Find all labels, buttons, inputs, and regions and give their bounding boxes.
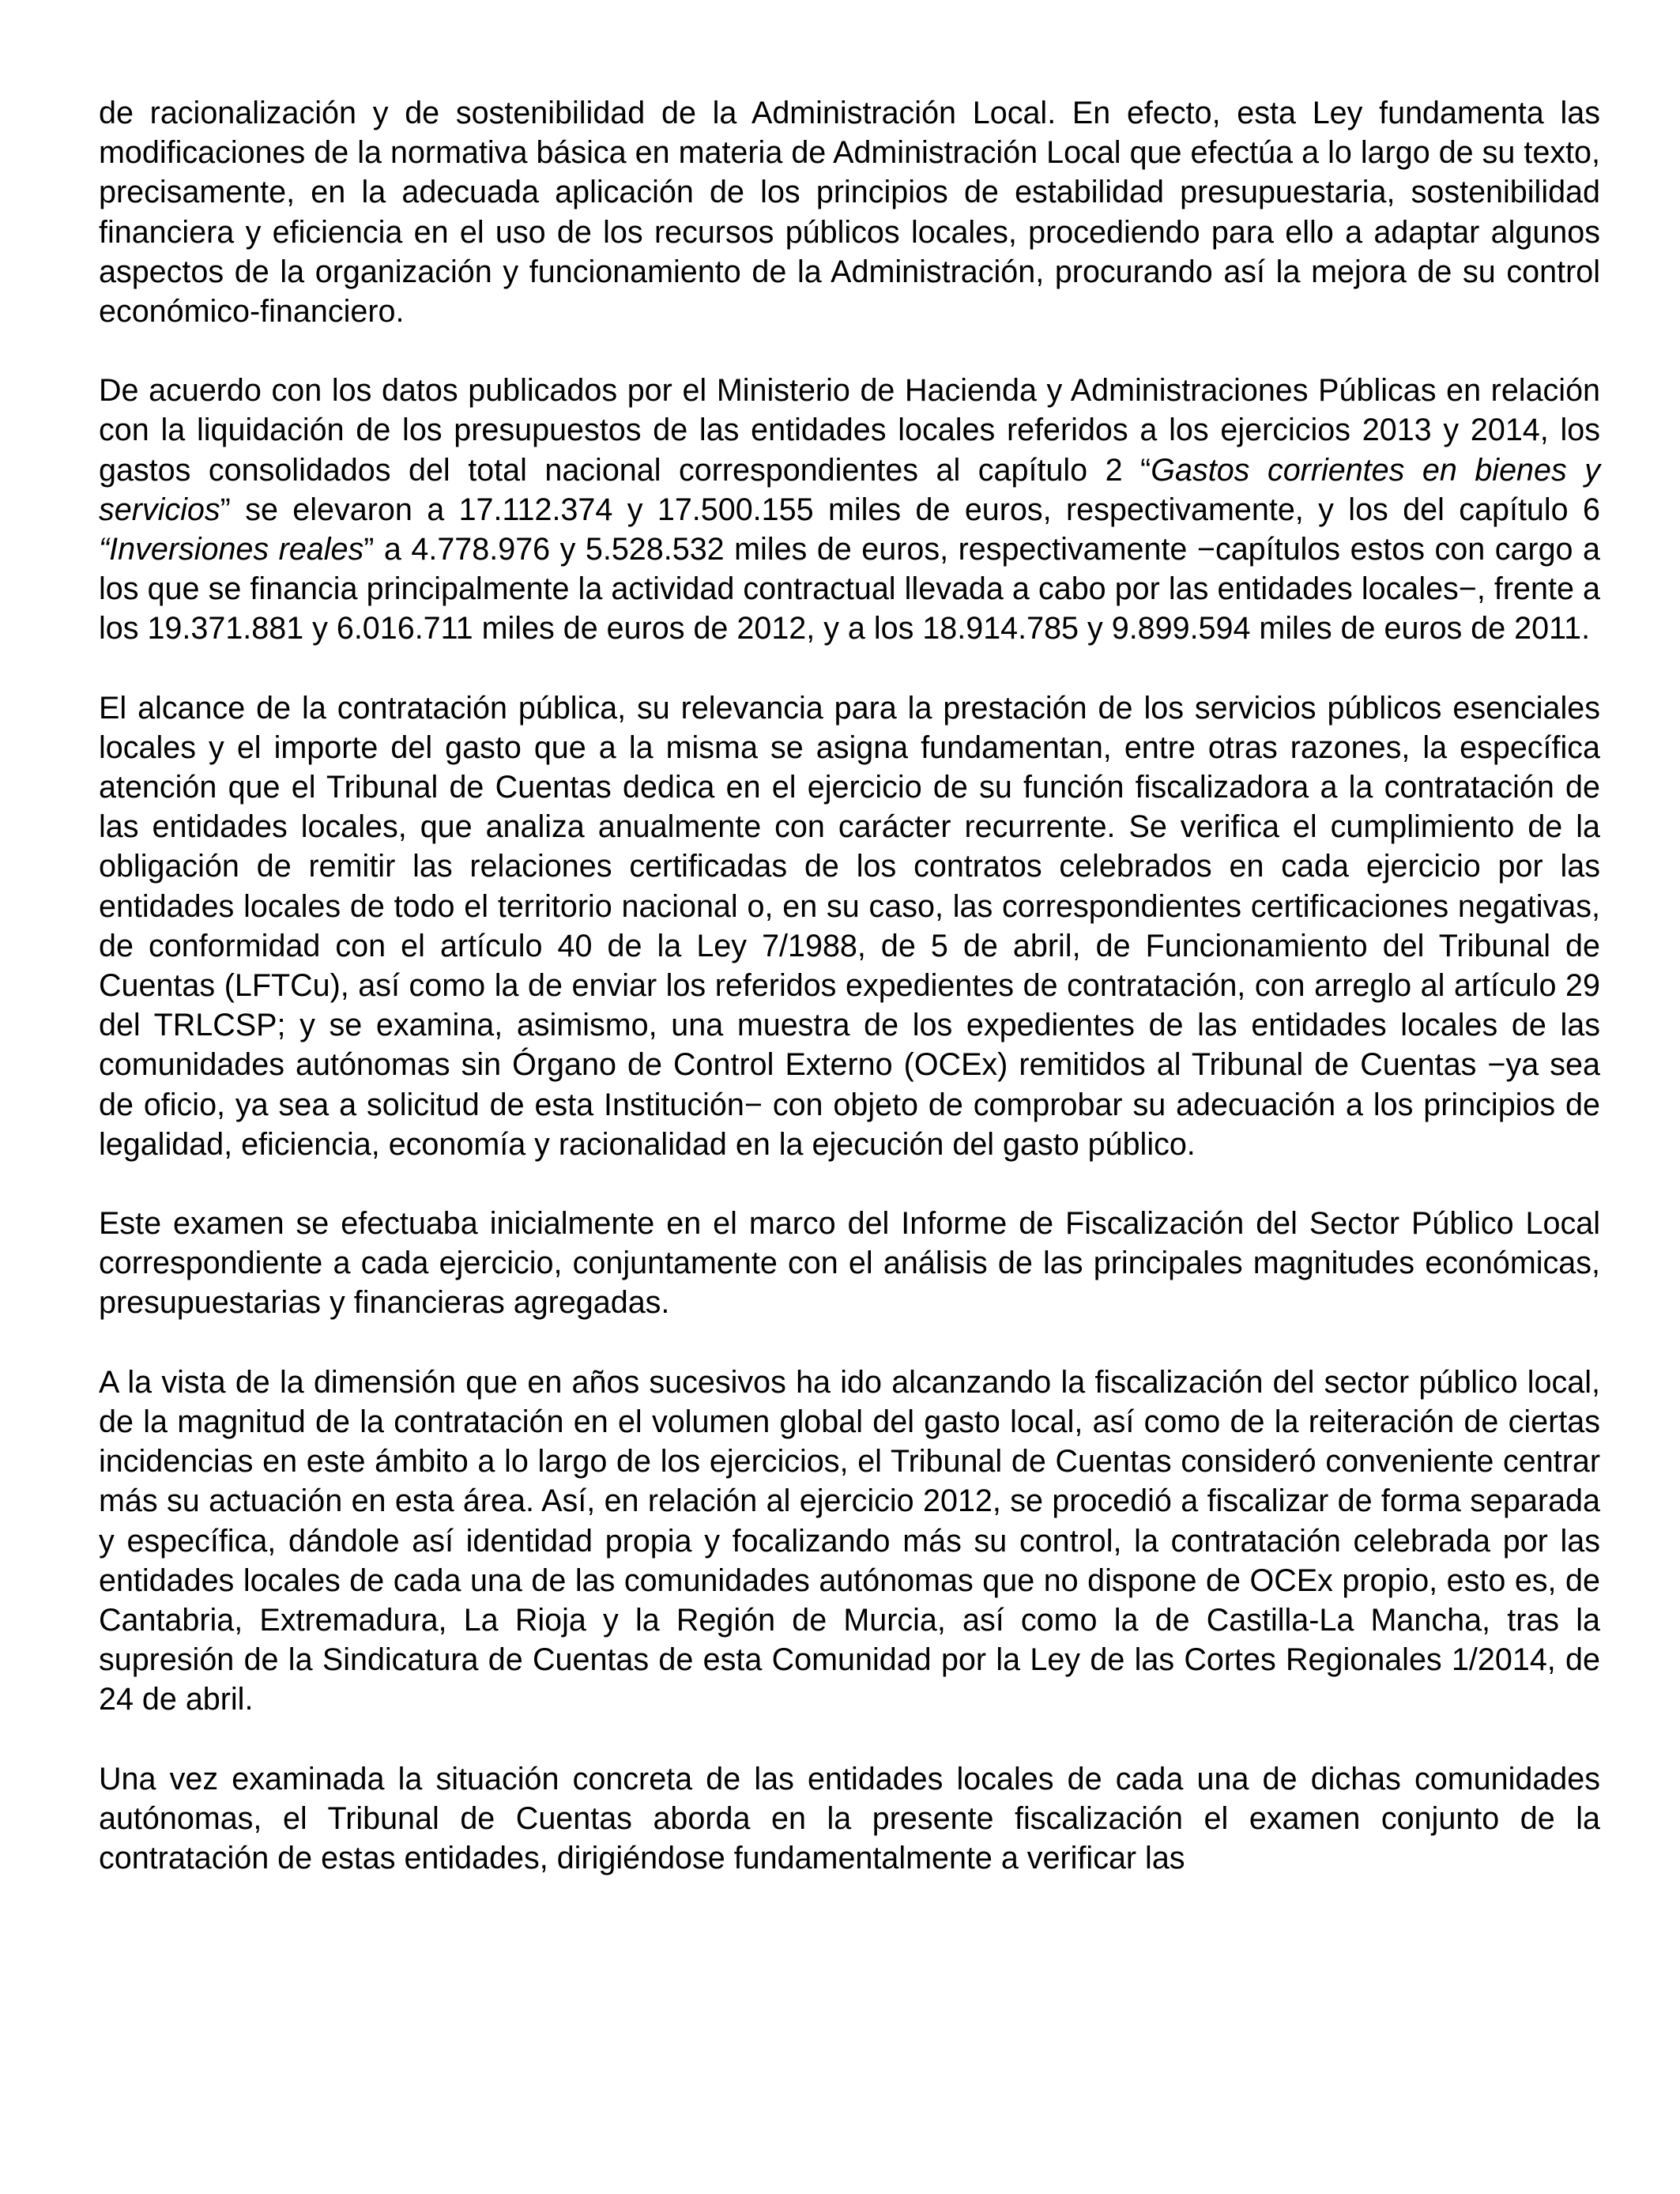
- paragraph-1-text: de racionalización y de sostenibilidad de la Administración Local. En efecto, esta Ley fundamenta las modificaciones de la normativa básica en materia de Administración Local que efectúa a lo largo de su texto, precisamente, en la adecuada aplicación de los principios de estabilidad presupuestaria, sostenibilidad financiera y eficiencia en el uso de los recursos públicos locales, procediendo para ello a adaptar algunos aspectos de la organización y funcionamiento de la Administración, procurando así la mejora de su control económico-financiero.: [99, 96, 1600, 330]
- paragraph-2: [99, 371, 1600, 648]
- paragraph-6: [99, 1759, 1600, 1879]
- paragraph-2-italic-gastos-corrientes: Gastos corrientes en bienes y servicios: [99, 452, 1600, 527]
- paragraph-2-text-c: ” a 4.778.976 y 5.528.532 miles de euros, respectivamente −capítulos estos con cargo a los que se financia principalmente la actividad contractual llevada a cabo por las entidades locales−, frente a los 19.371.881 y 6.016.711 miles de euros de 2012, y a los 18.914.785 y 9.899.594 miles de euros de 2011.: [99, 532, 1600, 647]
- paragraph-2-text-a: De acuerdo con los datos publicados por el Ministerio de Hacienda y Administraciones Públicas en relación con la liquidación de los presupuestos de las entidades locales referidos a los ejercicios 2013 y 2014, los gastos consolidados del total nacional correspondientes al capítulo 2 “: [99, 373, 1600, 488]
- paragraph-2-italic-inversiones-reales: “Inversiones reales: [99, 532, 364, 567]
- paragraph-4: [99, 1204, 1600, 1323]
- paragraph-3: [99, 688, 1600, 1164]
- document-page: [99, 93, 1600, 1917]
- paragraph-2-text-b: ” se elevaron a 17.112.374 y 17.500.155 miles de euros, respectivamente, y los del capítulo 6: [220, 492, 1600, 527]
- paragraph-5-text: A la vista de la dimensión que en años sucesivos ha ido alcanzando la fiscalización del sector público local, de la magnitud de la contratación en el volumen global del gasto local, así como de la reiteración de ciertas incidencias en este ámbito a lo largo de los ejercicios, el Tribunal de Cuentas consideró conveniente centrar más su actuación en esta área. Así, en relación al ejercicio 2012, se procedió a fiscalizar de forma separada y específica, dándole así identidad propia y focalizando más su control, la contratación celebrada por las entidades locales de cada una de las comunidades autónomas que no dispone de OCEx propio, esto es, de Cantabria, Extremadura, La Rioja y la Región de Murcia, así como la de Castilla-La Mancha, tras la supresión de la Sindicatura de Cuentas de esta Comunidad por la Ley de las Cortes Regionales 1/2014, de 24 de abril.: [99, 1364, 1600, 1717]
- paragraph-1: [99, 93, 1600, 331]
- paragraph-5: [99, 1363, 1600, 1720]
- paragraph-4-text: Este examen se efectuaba inicialmente en el marco del Informe de Fiscalización del Sector Público Local correspondiente a cada ejercicio, conjuntamente con el análisis de las principales magnitudes económicas, presupuestarias y financieras agregadas.: [99, 1206, 1600, 1321]
- paragraph-6-text: Una vez examinada la situación concreta de las entidades locales de cada una de dichas comunidades autónomas, el Tribunal de Cuentas aborda en la presente fiscalización el examen conjunto de la contratación de estas entidades, dirigiéndose fundamentalmente a verificar las: [99, 1761, 1600, 1875]
- paragraph-3-text: El alcance de la contratación pública, su relevancia para la prestación de los servicios públicos esenciales locales y el importe del gasto que a la misma se asigna fundamentan, entre otras razones, la específica atención que el Tribunal de Cuentas dedica en el ejercicio de su función fiscalizadora a la contratación de las entidades locales, que analiza anualmente con carácter recurrente. Se verifica el cumplimiento de la obligación de remitir las relaciones certificadas de los contratos celebrados en cada ejercicio por las entidades locales de todo el territorio nacional o, en su caso, las correspondientes certificaciones negativas, de conformidad con el artículo 40 de la Ley 7/1988, de 5 de abril, de Funcionamiento del Tribunal de Cuentas (LFTCu), así como la de enviar los referidos expedientes de contratación, con arreglo al artículo 29 del TRLCSP; y se examina, asimismo, una muestra de los expedientes de las entidades locales de las comunidades autónomas sin Órgano de Control Externo (OCEx) remitidos al Tribunal de Cuentas −ya sea de oficio, ya sea a solicitud de esta Institución− con objeto de comprobar su adecuación a los principios de legalidad, eficiencia, economía y racionalidad en la ejecución del gasto público.: [99, 690, 1600, 1162]
